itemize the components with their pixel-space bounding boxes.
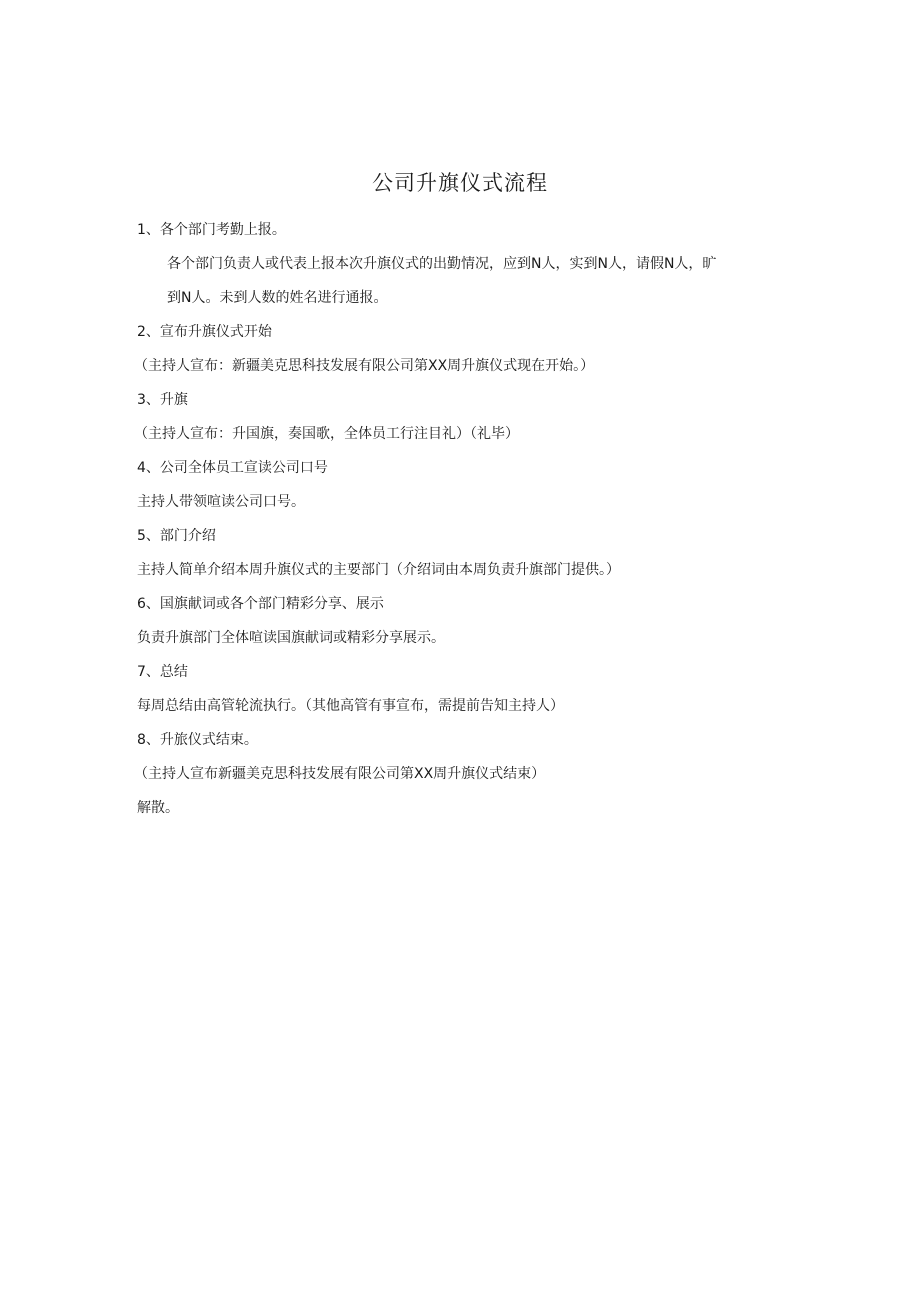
document-body (134, 213, 777, 825)
section-7-body: 每周总结由高管轮流执行。（其他高管有事宣布，需提前告知主持人） (137, 698, 564, 714)
section-3-body: （主持人宣布：升国旗，奏国歌，全体员工行注目礼）（礼毕） (134, 426, 519, 442)
section-5-body: 主持人简单介绍本周升旗仪式的主要部门（介绍词由本周负责升旗部门提供。） (137, 562, 620, 578)
section-4-heading: 4、公司全体员工宣读公司口号 (137, 460, 328, 476)
section-1-body-line-2: 到N人。未到人数的姓名进行通报。 (167, 290, 388, 306)
section-1-heading: 1、各个部门考勤上报。 (137, 222, 286, 238)
section-5-heading: 5、部门介绍 (137, 528, 216, 544)
document-title: 公司升旗仪式流程 (372, 171, 548, 195)
section-7-heading: 7、总结 (137, 664, 188, 680)
section-2-body: （主持人宣布：新疆美克思科技发展有限公司第XX周升旗仪式现在开始。） (134, 358, 595, 374)
section-4-body: 主持人带领喧读公司口号。 (137, 494, 305, 510)
closing-line: 解散。 (137, 800, 179, 816)
section-8-body: （主持人宣布新疆美克思科技发展有限公司第XX周升旗仪式结束） (134, 766, 546, 782)
section-2-heading: 2、宣布升旗仪式开始 (137, 324, 272, 340)
section-8-heading: 8、升旅仪式结束。 (137, 732, 258, 748)
section-3-heading: 3、升旗 (137, 392, 188, 408)
section-1-body-line-1: 各个部门负责人或代表上报本次升旗仪式的出勤情况，应到N人，实到N人，请假N人，旷 (167, 256, 717, 272)
section-6-body: 负责升旗部门全体喧读国旗献词或精彩分享展示。 (137, 630, 445, 646)
section-6-heading: 6、国旗献词或各个部门精彩分享、展示 (137, 596, 384, 612)
